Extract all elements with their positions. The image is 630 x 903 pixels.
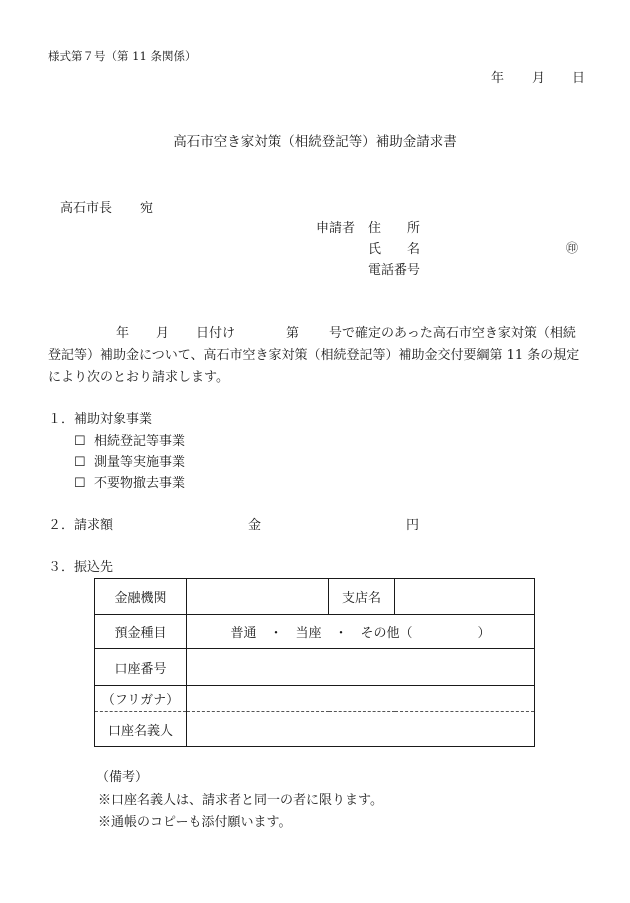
- name-label: 氏 名: [368, 242, 421, 257]
- account-type-options[interactable]: 普通 ・ 当座 ・ その他（ ）: [187, 615, 535, 649]
- checkbox-label: 測量等実施事業: [94, 455, 186, 470]
- checkbox-label: 相続登記等事業: [94, 434, 186, 449]
- account-number-field[interactable]: [187, 649, 535, 686]
- checkbox-item-survey[interactable]: [74, 456, 185, 469]
- checkbox-label: 不要物撤去事業: [94, 476, 186, 491]
- account-type-row: [95, 615, 535, 649]
- para-year: 年: [116, 326, 130, 341]
- checkbox-icon[interactable]: ☐: [74, 434, 86, 449]
- date-month: 月: [532, 71, 546, 86]
- para-month: 月: [156, 326, 170, 341]
- account-holder-row: [95, 712, 535, 747]
- branch-field[interactable]: [395, 579, 535, 615]
- section-3-heading: ３．振込先: [48, 560, 114, 575]
- account-holder-field[interactable]: [187, 712, 535, 747]
- addressee-suffix: 宛: [140, 201, 154, 216]
- institution-label: 金融機関: [95, 579, 187, 615]
- section-1-heading: １．補助対象事業: [48, 412, 153, 427]
- amount-kin: 金: [248, 518, 262, 533]
- amount-yen: 円: [406, 518, 420, 533]
- para-dated: 日付け: [196, 326, 236, 341]
- furigana-field[interactable]: [187, 686, 535, 712]
- applicant-label: 申請者: [316, 221, 356, 236]
- account-number-label: 口座番号: [95, 649, 187, 686]
- request-paragraph: [48, 323, 584, 389]
- date-year: 年: [491, 71, 505, 86]
- account-type-label: 預金種目: [95, 615, 187, 649]
- furigana-row: [95, 686, 535, 712]
- para-no: 第: [286, 326, 300, 341]
- paragraph-line-1: [48, 323, 584, 345]
- branch-label: 支店名: [329, 579, 395, 615]
- institution-row: [95, 579, 535, 615]
- date-day: 日: [572, 71, 586, 86]
- note-item: ※通帳のコピーも添付願います。: [98, 815, 292, 830]
- document-title: 高石市空き家対策（相続登記等）補助金請求書: [173, 134, 457, 150]
- notes-heading: （備考）: [96, 770, 149, 785]
- section-2-heading: ２．請求額: [48, 518, 114, 533]
- checkbox-icon[interactable]: ☐: [74, 455, 86, 470]
- paragraph-line-2: 登記等）補助金について、高石市空き家対策（相続登記等）補助金交付要綱第 11 条の規定: [48, 348, 580, 363]
- account-holder-label: 口座名義人: [95, 712, 187, 747]
- phone-label: 電話番号: [368, 263, 421, 278]
- checkbox-item-inheritance[interactable]: [74, 435, 185, 448]
- checkbox-item-removal[interactable]: [74, 477, 185, 490]
- furigana-label: （フリガナ）: [95, 686, 187, 712]
- account-number-row: [95, 649, 535, 686]
- para-line1-rest: 号で確定のあった高石市空き家対策（相続: [329, 326, 576, 341]
- bank-account-table: [94, 578, 535, 747]
- institution-field[interactable]: [187, 579, 329, 615]
- checkbox-icon[interactable]: ☐: [74, 476, 86, 491]
- note-item: ※口座名義人は、請求者と同一の者に限ります。: [98, 793, 383, 808]
- form-number: 様式第７号（第 11 条関係）: [48, 49, 197, 63]
- address-label: 住 所: [368, 221, 421, 236]
- addressee-name: 高石市長: [60, 201, 113, 216]
- seal-mark: ㊞: [566, 241, 579, 255]
- paragraph-line-3: により次のとおり請求します。: [48, 370, 229, 385]
